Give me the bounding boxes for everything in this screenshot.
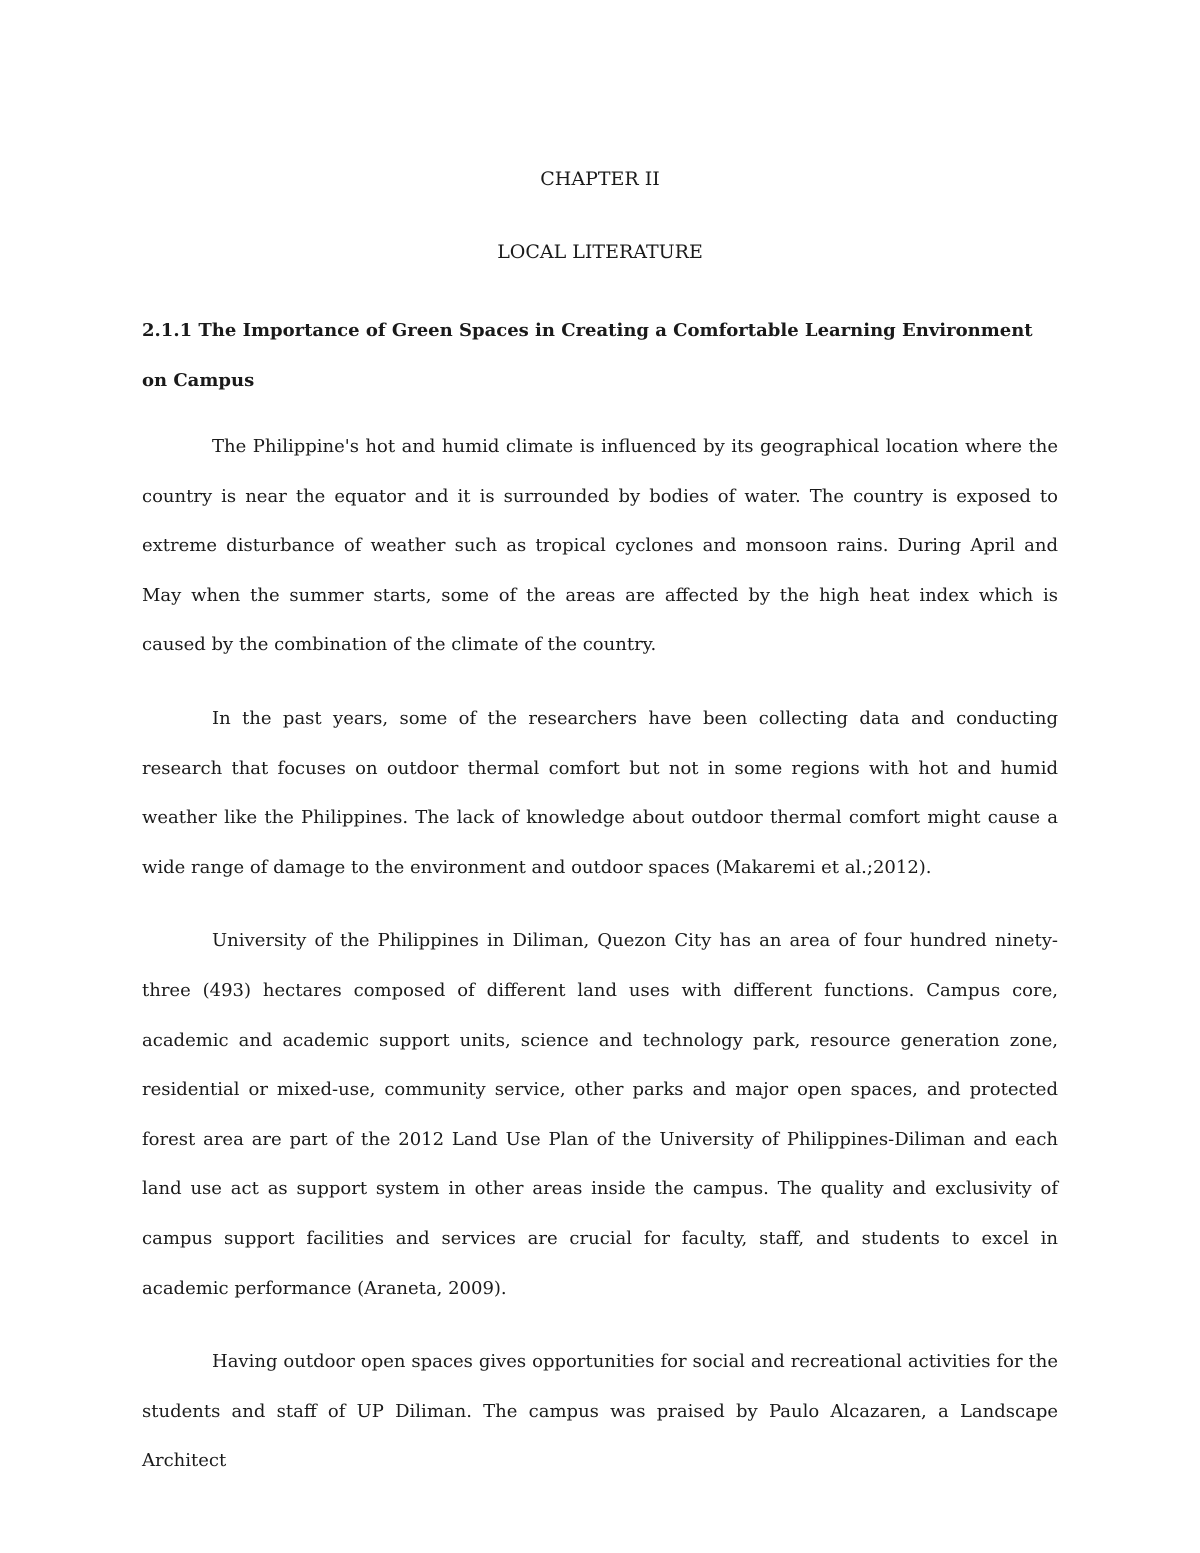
body-text xyxy=(142,422,1058,1510)
paragraph-thermal-comfort: In the past years, some of the researchers have been collecting data and conducting research that focuses on outdoor thermal comfort but not in some regions with hot and humid weather like the Philippines. The lack of knowledge about outdoor thermal comfort might cause a wide range of damage to the environment and outdoor spaces (Makaremi et al.;2012). xyxy=(142,707,1058,878)
subsection-heading: 2.1.1 The Importance of Green Spaces in Creating a Comfortable Learning Environment on Campus xyxy=(142,320,1033,391)
paragraph-up-diliman: University of the Philippines in Diliman, Quezon City has an area of four hundred ninety-three (493) hectares composed of different land uses with different functions. Campus core, academic and academic support units, science and technology park, resource generation zone, residential or mixed-use, community service, other parks and major open spaces, and protected forest area are part of the 2012 Land Use Plan of the University of Philippines-Diliman and each land use act as support system in other areas inside the campus. The quality and exclusivity of campus support facilities and services are crucial for faculty, staff, and students to excel in academic performance (Araneta, 2009). xyxy=(142,930,1058,1299)
paragraph-open-spaces: Having outdoor open spaces gives opportunities for social and recreational activities for the students and staff of UP Diliman. The campus was praised by Paulo Alcazaren, a Landscape Architect xyxy=(142,1351,1058,1472)
chapter-title: CHAPTER II xyxy=(540,168,660,190)
section-title: LOCAL LITERATURE xyxy=(497,241,703,263)
paragraph-climate: The Philippine's hot and humid climate is influenced by its geographical location where the country is near the equator and it is surrounded by bodies of water. The country is exposed to extreme disturbance of weather such as tropical cyclones and monsoon rains. During April and May when the summer starts, some of the areas are affected by the high heat index which is caused by the combination of the climate of the country. xyxy=(142,436,1058,656)
